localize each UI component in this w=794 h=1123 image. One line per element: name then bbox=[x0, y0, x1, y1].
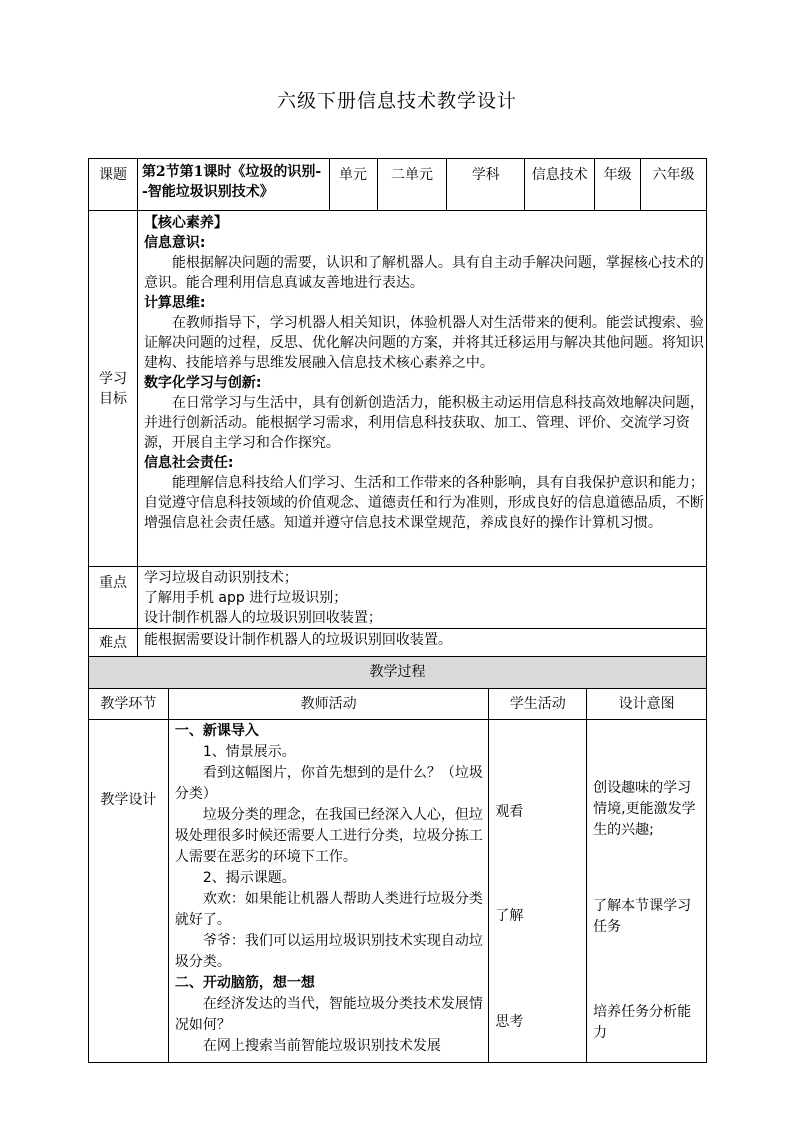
section-title: 一、新课导入 bbox=[174, 723, 259, 739]
column-header: 设计意图 bbox=[587, 689, 707, 720]
objective-text: 在教师指导下，学习机器人相关知识，体验机器人对生活带来的便利。能尝试搜索、验证解决问题的过程，反思、优化解决问题的方案，并将其迁移运用与解决其他问题。将知识建构、技能培养与思维发展融入信息技术核心素养之中。 bbox=[143, 315, 704, 371]
student-activity bbox=[489, 720, 587, 1063]
column-header: 教师活动 bbox=[168, 689, 488, 720]
student-item: 观看 bbox=[495, 804, 524, 820]
paragraph: 在经济发达的当代，智能垃圾分类技术发展情况如何？ bbox=[174, 996, 483, 1033]
list-item: 了解用手机 app 进行垃圾识别； bbox=[143, 590, 348, 606]
unit-label: 单元 bbox=[329, 159, 377, 211]
objectives-row bbox=[89, 211, 707, 567]
column-header: 教学环节 bbox=[89, 689, 169, 720]
key-points-label: 重点 bbox=[89, 567, 138, 629]
objective-heading: 信息社会责任: bbox=[143, 455, 234, 471]
process-header-row bbox=[89, 657, 707, 689]
difficult-content: 能根据需要设计制作机器人的垃圾识别回收装置。 bbox=[137, 629, 706, 657]
process-body-row bbox=[89, 720, 707, 1063]
student-item: 思考 bbox=[495, 1014, 524, 1030]
paragraph: 垃圾分类的理念，在我国已经深入人心，但垃圾处理很多时候还需要人工进行分类，垃圾分拣工人需要在恶劣的环境下工作。 bbox=[174, 807, 483, 865]
objective-heading: 数字化学习与创新: bbox=[143, 375, 262, 391]
paragraph: 看到这幅图片，你首先想到的是什么？（垃圾分类） bbox=[174, 765, 483, 802]
intent-item: 培养任务分析能力 bbox=[593, 1004, 692, 1041]
stage-label: 教学设计 bbox=[89, 720, 169, 1063]
paragraph: 爷爷：我们可以运用垃圾识别技术实现自动垃圾分类。 bbox=[174, 933, 483, 970]
subject-label: 学科 bbox=[447, 159, 525, 211]
grade-value: 六年级 bbox=[641, 159, 707, 211]
intent-item: 了解本节课学习任务 bbox=[593, 898, 692, 935]
section-title: 二、开动脑筋，想一想 bbox=[174, 975, 315, 991]
objective-text: 能理解信息科技给人们学习、生活和工作带来的各种影响，具有自我保护意识和能力；自觉遵守信息科技领域的价值观念、道德责任和行为准则，形成良好的信息道德品质，不断增强信息社会责任感。知道并遵守信息技术课堂规范，养成良好的操作计算机习惯。 bbox=[143, 475, 704, 531]
intent-item: 创设趣味的学习情境,更能激发学生的兴趣; bbox=[593, 780, 696, 838]
objectives-content bbox=[137, 211, 706, 567]
objective-text: 能根据解决问题的需要，认识和了解机器人。具有自主动手解决问题，掌握核心技术的意识。能合理利用信息真诚友善地进行表达。 bbox=[143, 255, 704, 291]
list-item: 学习垃圾自动识别技术； bbox=[143, 570, 298, 586]
objective-text: 在日常学习与生活中，具有创新创造活力，能积极主动运用信息科技高效地解决问题，并进行创新活动。能根据学习需求，利用信息科技获取、加工、管理、评价、交流学习资源，开展自主学习和合作探究。 bbox=[143, 395, 704, 451]
key-points-row bbox=[89, 567, 707, 629]
sub-step: 1、情景展示。 bbox=[202, 744, 296, 760]
lesson-info-table bbox=[88, 158, 707, 657]
key-points-content bbox=[137, 567, 706, 629]
process-header: 教学过程 bbox=[89, 657, 707, 689]
student-item: 了解 bbox=[495, 908, 524, 924]
column-header: 学生活动 bbox=[489, 689, 587, 720]
objectives-label: 学习目标 bbox=[89, 211, 138, 567]
grade-label: 年级 bbox=[595, 159, 641, 211]
list-item: 设计制作机器人的垃圾识别回收装置； bbox=[143, 610, 382, 626]
paragraph: 在网上搜索当前智能垃圾识别技术发展 bbox=[202, 1038, 441, 1054]
lesson-header-row bbox=[89, 159, 707, 211]
objective-heading: 信息意识: bbox=[143, 235, 206, 251]
design-intent bbox=[587, 720, 707, 1063]
sub-step: 2、揭示课题。 bbox=[202, 870, 296, 886]
lesson-label: 课题 bbox=[89, 159, 138, 211]
objective-heading: 计算思维: bbox=[143, 295, 206, 311]
paragraph: 欢欢：如果能让机器人帮助人类进行垃圾分类就好了。 bbox=[174, 891, 483, 928]
subject-value: 信息技术 bbox=[525, 159, 595, 211]
document-title: 六级下册信息技术教学设计 bbox=[276, 90, 517, 112]
process-columns-row bbox=[89, 689, 707, 720]
unit-value: 二单元 bbox=[377, 159, 447, 211]
difficult-label: 难点 bbox=[89, 629, 138, 657]
teaching-process-table bbox=[88, 656, 707, 1063]
core-heading: 【核心素养】 bbox=[143, 215, 228, 231]
teacher-activity bbox=[168, 720, 488, 1063]
difficult-row bbox=[89, 629, 707, 657]
lesson-title: 第2节第1课时《垃圾的识别--智能垃圾识别技术》 bbox=[137, 159, 329, 211]
